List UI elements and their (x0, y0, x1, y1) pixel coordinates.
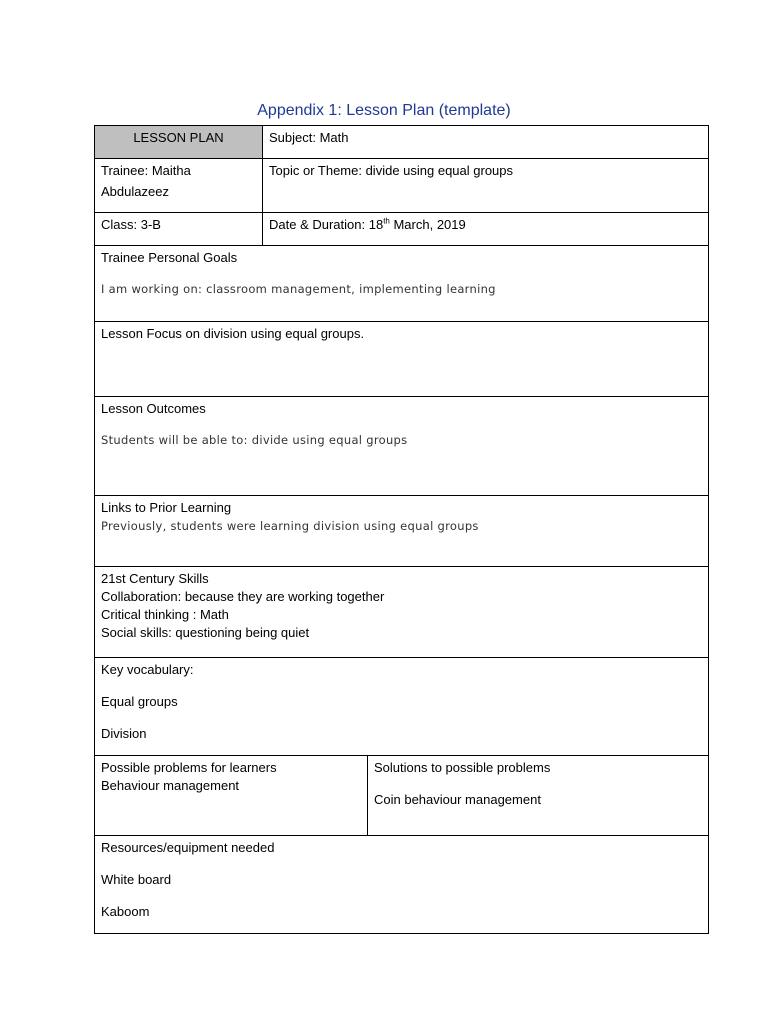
prior-cell (95, 496, 709, 567)
resources-heading: Resources/equipment needed (101, 840, 275, 855)
date-suffix: March, 2019 (389, 217, 466, 232)
problems-heading: Possible problems for learners (101, 760, 277, 775)
outcomes-cell (95, 397, 709, 496)
problems-text: Behaviour management (101, 778, 240, 793)
skills-heading: 21st Century Skills (101, 571, 209, 586)
vocab-item: Equal groups (101, 694, 178, 709)
skill-item: Collaboration: because they are working together (101, 589, 385, 604)
date-cell (263, 213, 709, 246)
goals-row (95, 246, 709, 322)
vocab-row (95, 658, 709, 756)
resources-cell (95, 836, 709, 934)
subject-cell: Subject: Math (263, 126, 709, 159)
resources-row (95, 836, 709, 934)
class-cell: Class: 3-B (95, 213, 263, 246)
problems-cell (95, 756, 368, 836)
trainee-cell (95, 159, 263, 213)
solutions-cell (368, 756, 709, 836)
resource-item: Kaboom (101, 904, 150, 919)
outcomes-heading: Lesson Outcomes (101, 401, 206, 416)
problems-row (95, 756, 709, 836)
prior-text: Previously, students were learning division using equal groups (101, 519, 479, 533)
prior-heading: Links to Prior Learning (101, 500, 232, 515)
lesson-plan-label: LESSON PLAN (95, 126, 263, 159)
skill-item: Critical thinking : Math (101, 607, 229, 622)
goals-heading: Trainee Personal Goals (101, 250, 238, 265)
lesson-plan-table (94, 125, 709, 934)
page-title: Appendix 1: Lesson Plan (template) (257, 102, 511, 119)
prior-row (95, 496, 709, 567)
skill-item: Social skills: questioning being quiet (101, 625, 310, 640)
date-prefix: Date & Duration: 18 (269, 217, 384, 232)
outcomes-text: Students will be able to: divide using equal groups (101, 433, 408, 447)
trainee-line1: Trainee: Maitha (101, 163, 191, 178)
vocab-heading: Key vocabulary: (101, 662, 194, 677)
date-sup: th (383, 216, 390, 226)
topic-cell: Topic or Theme: divide using equal groups (263, 159, 709, 213)
trainee-row (95, 159, 709, 213)
goals-cell (95, 246, 709, 322)
solutions-heading: Solutions to possible problems (374, 760, 551, 775)
skills-cell (95, 567, 709, 658)
outcomes-row (95, 397, 709, 496)
vocab-cell (95, 658, 709, 756)
focus-cell (95, 322, 709, 397)
focus-row (95, 322, 709, 397)
trainee-line2: Abdulazeez (101, 184, 169, 199)
solutions-text: Coin behaviour management (374, 792, 541, 807)
goals-text: I am working on: classroom management, implementing learning (101, 282, 496, 296)
vocab-item: Division (101, 726, 147, 741)
class-row (95, 213, 709, 246)
resource-item: White board (101, 872, 172, 887)
header-row (95, 126, 709, 159)
focus-heading: Lesson Focus on division using equal groups. (101, 326, 365, 341)
skills-row (95, 567, 709, 658)
